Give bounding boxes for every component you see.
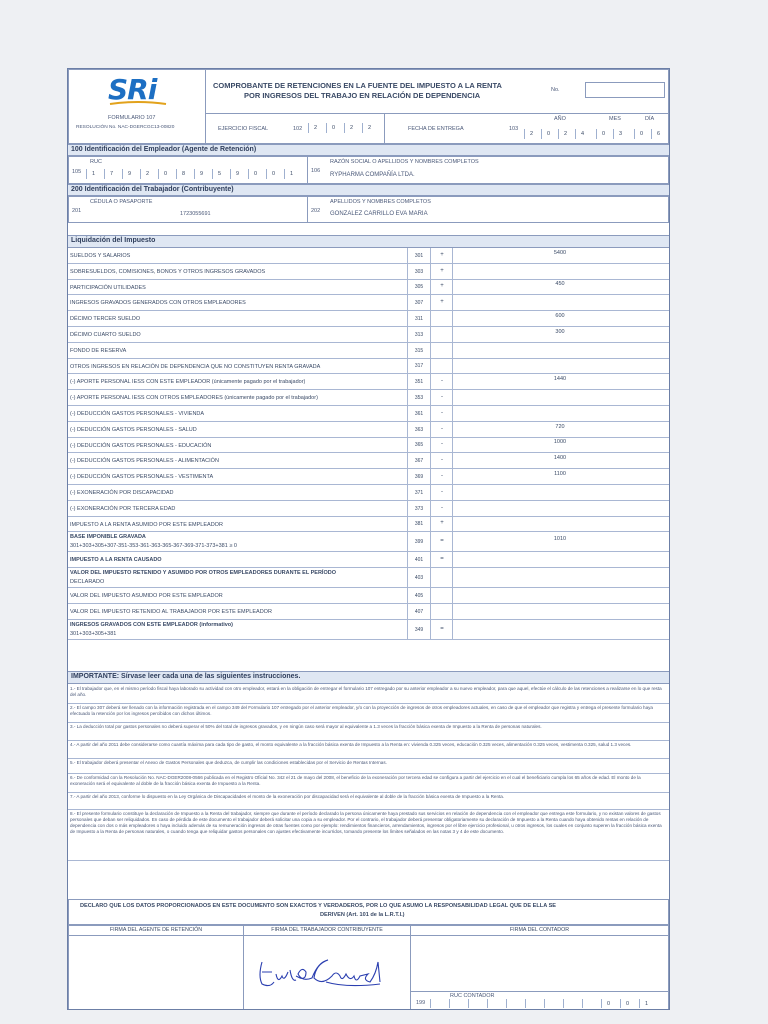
accountant-ruc-digit (525, 999, 539, 1008)
employer-name-code: 106 (311, 168, 321, 174)
row-code: 301 (414, 252, 424, 259)
row-label: (-) APORTE PERSONAL IESS CON ESTE EMPLEADOR (únicamente pagado por el trabajador) (70, 379, 306, 386)
row-value: 600 (555, 313, 565, 320)
fiscal-year-digits (308, 123, 382, 135)
accountant-ruc-digit (468, 999, 482, 1008)
date-digit: 0 (596, 129, 610, 139)
row-value-cell[interactable] (452, 390, 670, 406)
number-field[interactable] (585, 82, 665, 98)
row-value-cell[interactable] (452, 568, 670, 588)
row-label-formula: 301+303+305+307-351-353-361-363-365-367-369-371-373+381 ≥ 0 (70, 543, 237, 550)
ruc-digit: 1 (86, 169, 100, 179)
ruc-digit: 8 (176, 169, 190, 179)
accountant-ruc-digit (487, 999, 501, 1008)
liquidation-row (68, 532, 669, 552)
row-sign: - (441, 473, 443, 480)
liquidation-row (68, 359, 669, 375)
row-value-cell[interactable] (452, 501, 670, 517)
row-label: FONDO DE RESERVA (70, 347, 127, 354)
instruction-item: 4.- A partir del año 2011 debe considerarse como cuantía máxima para cada tipo de gasto, el monto equivalente a la fracción básica exenta de Impuesto a la Renta en: vivienda 0.325 veces, educación 0.325 veces, alimentación 0.325 veces, vestimenta 0.325, salud 1.3 veces. (70, 742, 632, 747)
row-value-cell[interactable] (452, 588, 670, 604)
row-label: VALOR DEL IMPUESTO RETENIDO Y ASUMIDO POR OTROS EMPLEADORES DURANTE EL PERÍODO (70, 570, 336, 577)
worker-name-value: GONZALEZ CARRILLO EVA MARIA (330, 211, 428, 217)
row-value: 5400 (553, 249, 567, 256)
row-label-formula: 301+303+305+381 (70, 630, 117, 637)
accountant-ruc-digit: 0 (601, 999, 615, 1008)
declaration-text-line2: DERIVEN (Art. 101 de la L.R.T.I.) (320, 912, 405, 918)
instruction-divider (68, 703, 669, 704)
instruction-divider (68, 722, 669, 723)
liquidation-row (68, 517, 669, 533)
fiscal-year-label: EJERCICIO FISCAL (218, 126, 269, 132)
worker-id-label: CÉDULA O PASAPORTE (90, 199, 153, 205)
liquidation-row (68, 264, 669, 280)
liquidation-row (68, 422, 669, 438)
row-code: 307 (414, 300, 424, 307)
row-label: PARTICIPACIÓN UTILIDADES (70, 284, 146, 291)
liquidation-row (68, 588, 669, 604)
delivery-date-digits (524, 129, 669, 141)
row-sign: + (440, 267, 444, 274)
accountant-ruc-digit (506, 999, 520, 1008)
row-value: 1440 (553, 376, 567, 383)
ruc-digit: 9 (230, 169, 244, 179)
logo-swoosh-icon (108, 101, 168, 107)
row-value-cell[interactable] (452, 532, 670, 552)
row-value-cell[interactable] (452, 343, 670, 359)
employer-name-label: RAZÓN SOCIAL O APELLIDOS Y NOMBRES COMPLETOS (330, 159, 479, 165)
day-header: DÍA (645, 116, 655, 122)
ruc-digit: 2 (140, 169, 154, 179)
delivery-date-label: FECHA DE ENTREGA (408, 126, 464, 132)
resolution-number: RESOLUCIÓN No. NAC-DGERCGC13-00820 (76, 125, 175, 130)
instruction-item: 2.- El campo 307 deberá ser llenado con la información registrada en el campo 349 del Formulario 107 entregado por el anterior empleador, y/o con la proyección de ingresos de otros empleadores actuales, en caso de que el empleador que registra y entrega el presente formulario haya efectuado la retención por los ingresos percibidos con dichos últimos. (70, 705, 653, 716)
row-value: 300 (555, 328, 565, 335)
liquidation-row (68, 469, 669, 485)
row-code: 363 (414, 426, 424, 433)
row-code: 349 (414, 626, 424, 633)
liquidation-row (68, 374, 669, 390)
liquidation-row (68, 280, 669, 296)
liquidation-row (68, 390, 669, 406)
row-label: VALOR DEL IMPUESTO RETENIDO AL TRABAJADOR POR ESTE EMPLEADOR (70, 609, 272, 615)
employer-name-value: RYPHARMA COMPAÑÍA LTDA. (330, 172, 415, 178)
row-code: 381 (414, 521, 424, 528)
ruc-digit: 9 (122, 169, 136, 179)
row-sign: - (441, 425, 443, 432)
declaration-text-line1: DECLARO QUE LOS DATOS PROPORCIONADOS EN ESTE DOCUMENTO SON EXACTOS Y VERDADEROS, POR LO QUE ASUMO LA RESPONSABILIDAD LEGAL QUE DE ELLA SE (80, 903, 557, 909)
liquidation-row (68, 295, 669, 311)
row-value-cell[interactable] (452, 295, 670, 311)
employer-ruc-code: 105 (72, 169, 82, 175)
liquidation-row (68, 604, 669, 620)
row-label: DÉCIMO TERCER SUELDO (70, 316, 141, 323)
liquidation-section-title: Liquidación del Impuesto (68, 235, 669, 248)
row-value: 1000 (553, 439, 567, 446)
instruction-divider (68, 792, 669, 793)
instruction-item: 6.- De conformidad con la Resolución No. NAC-DGER2008-0566 publicada en el Registro Oficial No. 342 el 21 de mayo del 2008, el beneficio de la exoneración por tercera edad se configura a partir del ejercicio en el cual el beneficiario cumpla los 65 años de edad. El monto de la exoneración será el equivalente al doble de la fracción básica exenta de Impuesto a la Renta. (70, 775, 641, 786)
row-value: 1100 (554, 471, 566, 478)
fiscal-year-digit: 2 (362, 123, 376, 133)
instruction-item: 7.- A partir del año 2013, conforme lo dispuesto en la Ley Orgánica de Discapacidades el monto de la exoneración por discapacidad será el equivalente al doble de la fracción básica exenta de Impuesto a la Renta. (70, 794, 505, 799)
row-code: 311 (415, 316, 423, 323)
fiscal-year-digit: 0 (326, 123, 340, 133)
liquidation-row (68, 568, 669, 588)
instruction-divider (68, 773, 669, 774)
accountant-signature-area[interactable] (410, 935, 669, 991)
row-code: 367 (414, 458, 424, 465)
row-value: 720 (555, 423, 565, 430)
liquidation-row (68, 438, 669, 454)
employer-section-title: 100 Identificación del Empleador (Agente de Retención) (68, 144, 669, 156)
row-code: 405 (414, 593, 424, 600)
liquidation-row (68, 343, 669, 359)
row-code: 399 (414, 539, 424, 546)
agent-signature-label: FIRMA DEL AGENTE DE RETENCIÓN (109, 927, 203, 933)
form-title-line2: POR INGRESOS DEL TRABAJO EN RELACIÓN DE DEPENDENCIA (244, 91, 481, 100)
row-sign: = (440, 556, 444, 563)
accountant-ruc-digits (430, 999, 666, 1009)
worker-name-label: APELLIDOS Y NOMBRES COMPLETOS (330, 199, 431, 205)
ruc-digit: 0 (266, 169, 280, 179)
row-value-cell[interactable] (452, 406, 670, 422)
fiscal-year-code: 102 (293, 126, 303, 132)
number-label: No. (551, 87, 560, 93)
liquidation-row (68, 485, 669, 501)
row-sign: - (441, 441, 443, 448)
form-title-line1: COMPROBANTE DE RETENCIONES EN LA FUENTE DEL IMPUESTO A LA RENTA (213, 81, 502, 90)
row-label: (-) EXONERACIÓN POR TERCERA EDAD (70, 505, 176, 512)
row-sign: - (441, 378, 443, 385)
month-header: MES (609, 116, 621, 122)
accountant-ruc-digit: 0 (620, 999, 634, 1008)
row-value-cell[interactable] (452, 604, 670, 620)
worker-handwritten-signature (256, 952, 396, 992)
row-label: (-) DEDUCCIÓN GASTOS PERSONALES - VESTIMENTA (70, 474, 214, 481)
row-code: 317 (414, 363, 424, 370)
date-digit: 3 (613, 129, 627, 139)
row-code: 313 (414, 331, 424, 338)
row-code: 369 (414, 474, 424, 481)
accountant-ruc-digit (563, 999, 577, 1008)
tax-form-sheet (67, 68, 670, 1010)
sri-logo (108, 73, 168, 105)
ruc-digit: 5 (212, 169, 226, 179)
row-sign: + (440, 520, 444, 527)
row-label: INGRESOS GRAVADOS CON ESTE EMPLEADOR (informativo) (70, 621, 233, 628)
liquidation-row (68, 501, 669, 517)
delivery-date-code: 103 (509, 126, 519, 132)
row-code: 407 (414, 608, 424, 615)
row-code: 401 (414, 557, 424, 564)
ruc-digit: 0 (248, 169, 262, 179)
accountant-ruc-code: 199 (416, 1000, 426, 1006)
liquidation-row (68, 620, 669, 640)
row-sign: - (441, 394, 443, 401)
row-label: SUELDOS Y SALARIOS (70, 253, 131, 259)
row-label: (-) DEDUCCIÓN GASTOS PERSONALES - EDUCACIÓN (70, 442, 212, 449)
instruction-item: 3.- La deducción total por gastos personales no deberá superar el 50% del total de ingresos gravados, y en ningún caso será mayor al equivalente a 1.3 veces la fracción básica exenta de Impuesto a la Renta de personas naturales. (70, 724, 542, 729)
row-label: (-) DEDUCCIÓN GASTOS PERSONALES - SALUD (70, 426, 197, 433)
row-sign: - (441, 488, 443, 495)
row-sign: = (440, 625, 444, 632)
row-sign: + (440, 299, 444, 306)
worker-name-code: 202 (311, 208, 321, 214)
date-digit: 0 (634, 129, 648, 139)
instruction-item: 1.- El trabajador que, en el mismo período fiscal haya laborado su actividad con otro empleador, estará en la obligación de entregar el formulario 107 entregado por su anterior empleador a su nuevo empleador, para que aquel, efectúe el cálculo de las retenciones a realizarse en lo que resta del año. (70, 686, 662, 697)
row-sign: - (441, 457, 443, 464)
sri-logo-text: SRi (108, 73, 157, 106)
instructions-list (68, 686, 669, 899)
liquidation-row (68, 327, 669, 343)
date-digit: 2 (524, 129, 538, 139)
worker-signature-label: FIRMA DEL TRABAJADOR CONTRIBUYENTE (271, 927, 383, 933)
form-number: FORMULARIO 107 (108, 115, 156, 121)
instruction-divider (68, 809, 669, 810)
accountant-ruc-digit (449, 999, 463, 1008)
row-code: 361 (414, 410, 424, 417)
row-value-cell[interactable] (452, 620, 670, 640)
worker-id-code: 201 (72, 208, 82, 214)
date-digit: 2 (558, 129, 572, 139)
row-label: (-) APORTE PERSONAL IESS CON OTROS EMPLEADORES (únicamente pagado por el trabajador) (70, 395, 318, 402)
row-label: (-) EXONERACIÓN POR DISCAPACIDAD (70, 490, 174, 496)
accountant-ruc-digit (544, 999, 558, 1008)
row-code: 403 (414, 575, 424, 582)
liquidation-row (68, 406, 669, 422)
accountant-ruc-digit: 1 (639, 999, 653, 1008)
row-code: 305 (414, 284, 424, 291)
liquidation-row (68, 311, 669, 327)
instruction-divider (68, 740, 669, 741)
row-label: OTROS INGRESOS EN RELACIÓN DE DEPENDENCIA QUE NO CONSTITUYEN RENTA GRAVADA (70, 363, 321, 370)
row-code: 373 (414, 505, 424, 512)
instruction-divider (68, 758, 669, 759)
row-value-cell[interactable] (452, 485, 670, 501)
date-digit: 0 (541, 129, 555, 139)
ruc-digit: 7 (104, 169, 118, 179)
row-value-cell[interactable] (452, 552, 670, 568)
row-value-cell[interactable] (452, 264, 670, 280)
row-value-cell[interactable] (452, 359, 670, 375)
row-value: 1400 (553, 455, 567, 462)
row-value: 450 (555, 281, 565, 288)
row-sign: + (440, 283, 444, 290)
worker-id-value: 1723055691 (180, 211, 211, 217)
row-label: SOBRESUELDOS, COMISIONES, BONOS Y OTROS INGRESOS GRAVADOS (70, 268, 266, 275)
row-label: DÉCIMO CUARTO SUELDO (70, 332, 141, 338)
row-label: BASE IMPONIBLE GRAVADA (70, 534, 146, 541)
row-sign: - (441, 409, 443, 416)
row-label: IMPUESTO A LA RENTA CAUSADO (70, 557, 162, 564)
fiscal-year-digit: 2 (308, 123, 322, 133)
row-code: 351 (414, 379, 424, 386)
row-code: 371 (414, 489, 424, 496)
row-label: (-) DEDUCCIÓN GASTOS PERSONALES - ALIMENTACIÓN (70, 458, 219, 465)
row-sign: = (440, 538, 444, 545)
row-value-cell[interactable] (452, 517, 670, 533)
year-header: AÑO (554, 116, 566, 122)
employer-ruc-label: RUC (90, 159, 102, 165)
instruction-item: 5.- El trabajador deberá presentar el Anexo de Gastos Personales que deduzca, de cumplir las condiciones establecidas por el Servicio de Rentas Internas. (70, 760, 387, 765)
row-label: (-) DEDUCCIÓN GASTOS PERSONALES - VIVIENDA (70, 411, 205, 417)
ruc-digit: 1 (284, 169, 298, 179)
instructions-title: IMPORTANTE: Sírvase leer cada una de las siguientes instrucciones. (68, 671, 669, 684)
row-value: 1010 (553, 536, 567, 543)
liquidation-row (68, 248, 669, 264)
agent-signature-area[interactable] (68, 935, 244, 1010)
instruction-item: 8.- El presente formulario constituye la declaración de Impuesto a la Renta del trabajador, siempre que durante el período declarado la persona únicamente haya prestado sus servicios en relación de dependencia con el empleador que entrega este formulario, y no existan valores de gastos personales que deban ser reliquidados. En caso de pérdida de este documento el trabajador deberá solicitar una copia a su empleador. Por el contrario, el trabajador deberá presentar obligatoriamente su declaración de Impuesto a la Renta cuando haya obtenido rentas en relación de dependencia con dos o más empleadores o haya incluido además de su remuneración ingresos de otras fuentes como por ejemplo: rendimientos financieros, arrendamientos, ingresos por el libre ejercicio profesional, u otros ingresos, los cuales en conjunto superen la fracción básica exenta de Impuesto a la Renta de personas naturales, o cuando tenga que reliquidar gastos personales con ajustes efectivamente incurridos, tomando presente los límites señalados en las notas 3 y 4 de este documento. (70, 811, 662, 834)
row-sign: + (440, 251, 444, 258)
accountant-signature-label: FIRMA DEL CONTADOR (509, 927, 570, 933)
date-digit: 6 (651, 129, 665, 139)
liquidation-row (68, 453, 669, 469)
accountant-ruc-digit (430, 999, 444, 1008)
date-digit: 4 (575, 129, 589, 139)
row-sign: - (441, 504, 443, 511)
row-code: 315 (414, 347, 424, 354)
accountant-ruc-digit (582, 999, 596, 1008)
ruc-digit: 0 (158, 169, 172, 179)
accountant-ruc-label: RUC CONTADOR (450, 993, 495, 999)
row-label: INGRESOS GRAVADOS GENERADOS CON OTROS EMPLEADORES (70, 300, 246, 307)
row-label: VALOR DEL IMPUESTO ASUMIDO POR ESTE EMPLEADOR (70, 593, 223, 600)
row-code: 303 (414, 268, 424, 275)
liquidation-row (68, 552, 669, 568)
liquidation-table (68, 248, 669, 668)
worker-section-title: 200 Identificación del Trabajador (Contribuyente) (68, 184, 669, 196)
row-code: 353 (414, 395, 424, 402)
row-code: 365 (414, 442, 424, 449)
row-label: IMPUESTO A LA RENTA ASUMIDO POR ESTE EMPLEADOR (70, 521, 223, 528)
fiscal-year-digit: 2 (344, 123, 358, 133)
instruction-divider (68, 860, 669, 861)
row-label-formula: DECLARADO (70, 579, 105, 586)
employer-ruc-digits (86, 169, 306, 181)
ruc-digit: 9 (194, 169, 208, 179)
